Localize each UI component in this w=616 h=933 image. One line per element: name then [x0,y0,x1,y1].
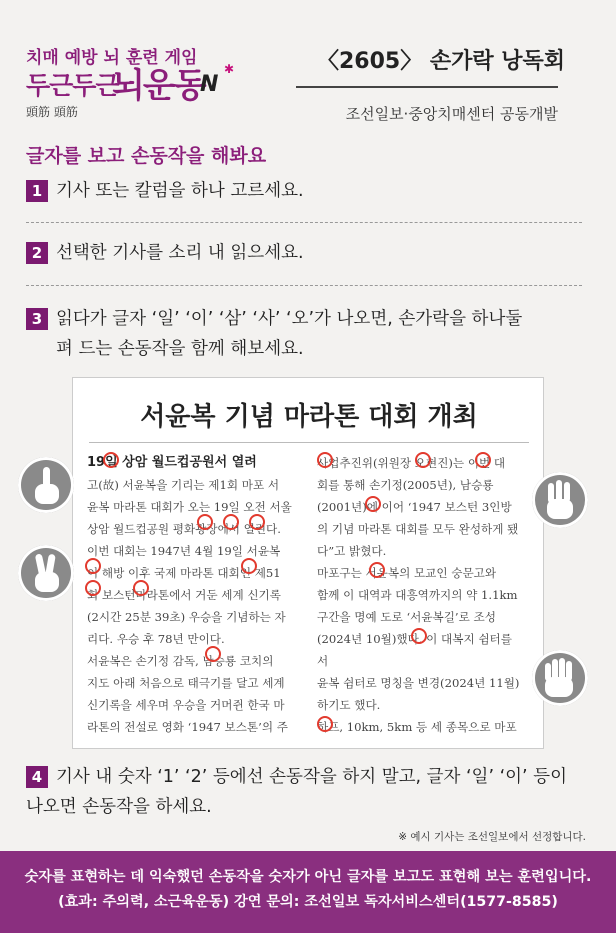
article-line: 함께 이 대역과 대흥역까지의 약 1.1km [317,588,518,602]
article-line: 윤복 쉼터로 명칭을 변경(2024년 11월) [317,676,520,690]
two-finger-hand-icon [18,545,74,601]
article-line: 리다. 우승 후 78년 만이다. [87,632,225,646]
one-finger-hand-icon [18,457,74,513]
highlight-circle [411,628,427,644]
step-number: 2 [26,242,48,264]
article-column-2 [317,452,525,742]
logo-brand: 뇌운동 [112,66,205,106]
step-text: 읽다가 글자 ‘일’ ‘이’ ‘삼’ ‘사’ ‘오’가 나오면, 손가락을 하나둘 [56,309,523,329]
article-line: (2시간 25분 39초) 우승을 기념하는 자 [87,610,286,624]
article-line: 하프, 10km, 5km 등 세 종목으로 마포 [317,720,517,734]
highlight-circle [223,514,239,530]
bottom-banner [0,851,616,933]
highlight-circle [369,562,385,578]
highlight-circle [249,514,265,530]
banner-line-1: 숫자를 표현하는 데 익숙했던 손동작을 숫자가 아닌 글자를 보고도 표현해 보는 훈련입니다. [24,869,592,885]
logo-star-icon: ✱ [224,62,235,76]
article-line: 신기록을 세우며 우승을 거머쥔 한국 마 [87,698,285,712]
logo-text: 두근두근 [26,71,119,100]
banner-line-2: (효과: 주의력, 소근육운동) 강연 문의: 조선일보 독자서비스센터(1577-8585) [58,894,558,910]
article-line: 상암 월드컵공원 평화광장에서 열린다. [87,522,281,536]
article-line: 사업추진위(위원장 오현진)는 이번 대 [317,456,506,470]
page-title: 〈2605〉 손가락 낭독회 [317,49,566,74]
highlight-circle [475,452,491,468]
step-divider [26,222,582,223]
example-article [72,377,544,749]
highlight-circle [197,514,213,530]
header-subtitle: 치매 예방 뇌 훈련 게임 [26,48,198,68]
highlight-circle [103,452,119,468]
article-line: 윤복 마라톤 대회가 오는 19일 오전 서울 [87,500,292,514]
article-rule [89,442,529,443]
highlight-circle [205,646,221,662]
step-divider [26,285,582,286]
step-text: 선택한 기사를 소리 내 읽으세요. [56,243,304,263]
article-headline: 서윤복 기념 마라톤 대회 개최 [140,402,478,432]
highlight-circle [85,580,101,596]
step-2 [26,238,304,268]
step-1 [26,176,304,206]
highlight-circle [317,716,333,732]
highlight-circle [317,452,333,468]
col2-body [317,452,525,742]
four-finger-hand-icon [532,650,588,706]
article-line: 구간을 명예 도로 ‘서윤복길’로 조성 [317,610,496,624]
developer-credit: 조선일보·중앙치매센터 공동개발 [345,105,558,123]
highlight-circle [365,496,381,512]
title-divider [296,86,558,88]
highlight-circle [133,580,149,596]
three-finger-hand-icon [532,472,588,528]
section-title: 글자를 보고 손동작을 해봐요 [26,145,267,167]
footnote: ※ 예시 기사는 조선일보에서 선정합니다. [398,831,586,843]
article-line: (2001년)에 이어 ‘1947 보스턴 3인방 [317,500,512,514]
article-line: (2024년 10월)했다. 이 대복지 쉼터를 서 [317,632,512,668]
highlight-circle [241,558,257,574]
article-line: 회 보스턴마라톤에서 거둔 세계 신기록 [87,588,281,602]
article-line: 마포구는 서윤복의 모교인 숭문고와 [317,566,497,580]
step-number: 1 [26,180,48,202]
step-text-cont: 펴 드는 손동작을 함께 해보세요. [56,339,304,359]
article-line [317,738,525,742]
article-column-1 [87,452,295,742]
article-line: 이 해방 이후 국제 마라톤 대회인 제51 [87,566,281,580]
col1-body [87,474,295,738]
logo-hanja: 頭筋 頭筋 [26,105,78,119]
article-line: 지도 아래 처음으로 태극기를 달고 세계 [87,676,285,690]
article-subhead: 19일 상암 월드컵공원서 열려 [87,455,257,470]
highlight-circle [415,452,431,468]
article-line: 회를 통해 손기정(2005년), 남승룡 [317,478,494,492]
article-line: 라톤의 전설로 영화 ‘1947 보스톤’의 주 [87,720,288,734]
article-line: 다”고 밝혔다. [317,544,387,558]
highlight-circle [85,558,101,574]
step-text: 기사 또는 칼럼을 하나 고르세요. [56,181,304,201]
step-4 [26,762,567,822]
article-line: 하기도 했다. [317,698,381,712]
logo-mark-icon: N [200,72,219,97]
step-number: 4 [26,766,48,788]
step-number: 3 [26,308,48,330]
step-3 [26,304,522,364]
step-text-cont: 나오면 손동작을 하세요. [26,797,212,817]
article-line: 서윤복은 손기정 감독, 남승룡 코치의 [87,654,274,668]
article-line: 의 기념 마라톤 대회를 모두 완성하게 됐 [317,522,519,536]
article-line: 고(故) 서윤복을 기리는 제1회 마포 서 [87,478,280,492]
step-text: 기사 내 숫자 ‘1’ ‘2’ 등에선 손동작을 하지 말고, 글자 ‘일’ ‘이’ 등이 [56,767,567,787]
article-line: 이번 대회는 1947년 4월 19일 서윤복 [87,544,281,558]
